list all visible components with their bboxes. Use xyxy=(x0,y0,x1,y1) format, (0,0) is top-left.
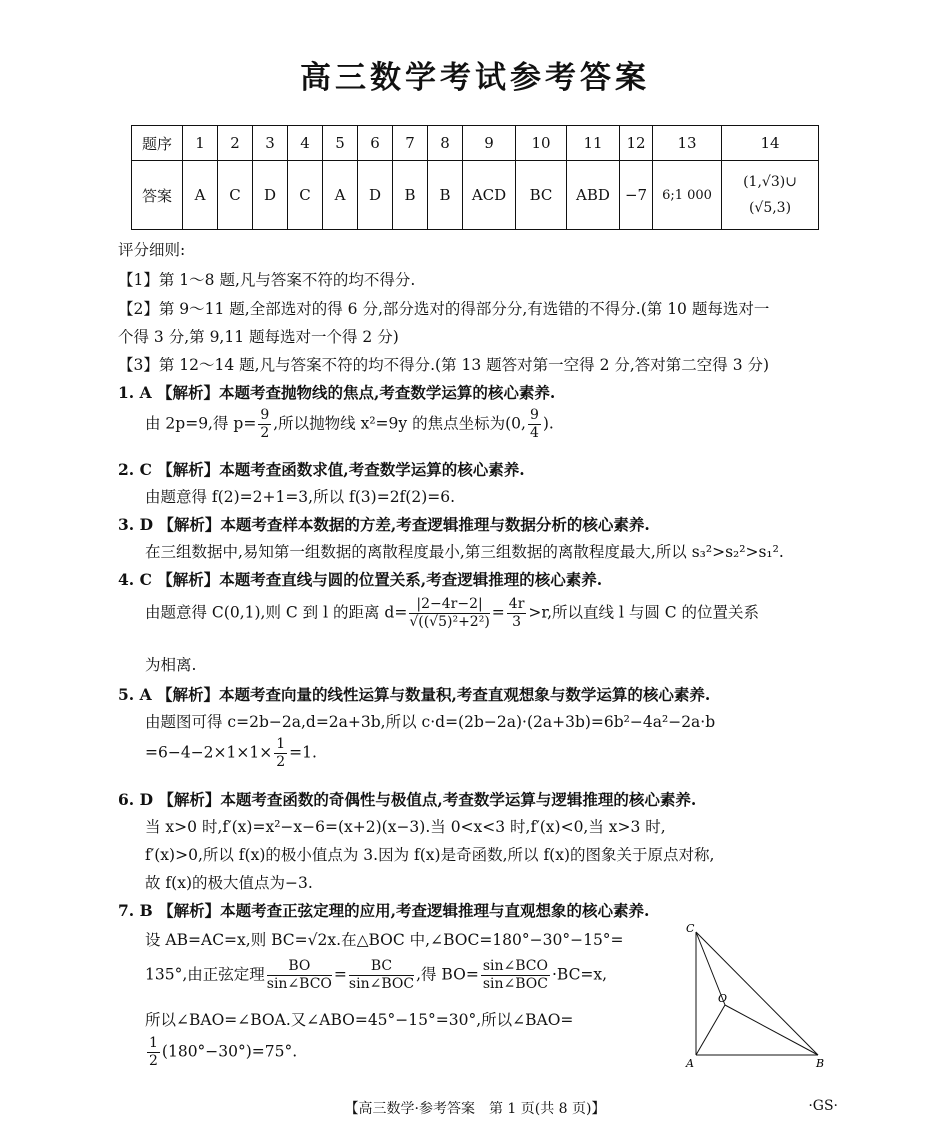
fraction xyxy=(147,1035,160,1070)
table-cell: C xyxy=(218,161,253,230)
table-cell: 14 xyxy=(722,126,819,161)
segment-ob xyxy=(725,1005,818,1055)
q4-solution-2: 为相离. xyxy=(145,656,197,674)
label-a: A xyxy=(686,1057,694,1070)
q4-heading: 4. C 【解析】本题考查直线与圆的位置关系,考查逻辑推理的核心素养. xyxy=(118,570,603,589)
header-label: 题序 xyxy=(132,126,183,161)
q6-line-2: f′(x)>0,所以 f(x)的极小值点为 3.因为 f(x)是奇函数,所以 f(x)的图象关于原点对称, xyxy=(145,846,715,864)
fraction xyxy=(267,958,332,993)
numerator: |2−4r−2| xyxy=(409,596,489,614)
table-cell: ABD xyxy=(567,161,620,230)
table-cell: 2 xyxy=(218,126,253,161)
q4-solution xyxy=(145,596,759,631)
q7-line-1: 设 AB=AC=x,则 BC=√2x.在△BOC 中,∠BOC=180°−30°−15°= xyxy=(145,931,624,949)
denominator: 2 xyxy=(260,425,270,441)
table-header-row xyxy=(132,126,819,161)
table-cell: 6;1 000 xyxy=(653,161,722,230)
scoring-rule-3: 【3】第 12～14 题,凡与答案不符的均不得分.(第 13 题答对第一空得 2 分,答对第二空得 3 分) xyxy=(118,356,770,374)
fraction xyxy=(481,958,550,993)
numerator: 9 xyxy=(529,407,539,423)
table-cell: 9 xyxy=(463,126,516,161)
triangle-diagram xyxy=(678,922,838,1072)
answer-14-line2: (√5,3) xyxy=(748,200,792,216)
denominator: sin∠BOC xyxy=(482,976,548,992)
table-cell: D xyxy=(253,161,288,230)
q1-text: ). xyxy=(542,414,554,433)
table-cell: 3 xyxy=(253,126,288,161)
segment-bc xyxy=(696,932,818,1055)
q7-text: ,得 BO= xyxy=(416,965,479,984)
table-cell: B xyxy=(428,161,463,230)
table-cell: 10 xyxy=(516,126,567,161)
table-cell: 12 xyxy=(620,126,653,161)
answer-label: 答案 xyxy=(132,161,183,230)
denominator: 3 xyxy=(512,614,522,630)
scoring-heading: 评分细则: xyxy=(118,241,186,259)
denominator: sin∠BOC xyxy=(348,976,415,992)
table-cell: 13 xyxy=(653,126,722,161)
denominator: 4 xyxy=(529,425,539,441)
table-cell: 1 xyxy=(183,126,218,161)
q3-solution: 在三组数据中,易知第一组数据的离散程度最小,第三组数据的离散程度最大,所以 s₃²>s₂²>s₁². xyxy=(145,543,784,561)
numerator: sin∠BCO xyxy=(482,958,548,974)
page-title: 高三数学考试参考答案 xyxy=(300,60,650,96)
denominator: sin∠BCO xyxy=(266,976,332,992)
q3-heading: 3. D 【解析】本题考查样本数据的方差,考查逻辑推理与数据分析的核心素养. xyxy=(118,515,650,534)
numerator: 4r xyxy=(508,596,525,612)
denominator: 2 xyxy=(276,754,286,770)
table-cell: 11 xyxy=(567,126,620,161)
page-footer: 【高三数学·参考答案 第 1 页(共 8 页)】 xyxy=(344,1101,606,1117)
numerator: 9 xyxy=(260,407,270,423)
table-cell: D xyxy=(358,161,393,230)
table-cell: 6 xyxy=(358,126,393,161)
q7-text: (180°−30°)=75°. xyxy=(161,1042,298,1061)
scoring-rule-2b: 个得 3 分,第 9,11 题每选对一个得 2 分) xyxy=(118,328,399,346)
table-cell: BC xyxy=(516,161,567,230)
answer-14-line1: (1,√3)∪ xyxy=(743,174,797,190)
numerator: BO xyxy=(267,958,332,976)
table-cell: −7 xyxy=(620,161,653,230)
table-cell: C xyxy=(288,161,323,230)
q5-text: =6−4−2×1×1× xyxy=(145,743,273,762)
q6-line-3: 故 f(x)的极大值点为−3. xyxy=(145,874,313,892)
numerator: BC xyxy=(349,958,414,976)
q6-line-1: 当 x>0 时,f′(x)=x²−x−6=(x+2)(x−3).当 0<x<3 时,f′(x)<0,当 x>3 时, xyxy=(145,818,666,836)
table-answer-row xyxy=(132,161,819,230)
q7-heading: 7. B 【解析】本题考查正弦定理的应用,考查逻辑推理与直观想象的核心素养. xyxy=(118,901,650,920)
denominator: 2 xyxy=(149,1053,158,1069)
table-cell: 4 xyxy=(288,126,323,161)
label-c: C xyxy=(686,922,695,935)
fraction xyxy=(258,407,271,442)
fraction xyxy=(349,958,414,993)
table-cell: ACD xyxy=(463,161,516,230)
numerator: 1 xyxy=(149,1035,158,1051)
q4-text: >r,所以直线 l 与圆 C 的位置关系 xyxy=(528,603,760,622)
q1-solution xyxy=(145,407,554,442)
scoring-rule-2a: 【2】第 9～11 题,全部选对的得 6 分,部分选对的得部分分,有选错的不得分.(第 10 题每选对一 xyxy=(118,300,770,318)
denominator: √((√5)²+2²) xyxy=(409,614,490,630)
label-b: B xyxy=(816,1057,825,1070)
q4-text: 由题意得 C(0,1),则 C 到 l 的距离 d= xyxy=(145,603,408,622)
q5-solution-2 xyxy=(145,736,317,771)
table-cell: A xyxy=(183,161,218,230)
q5-solution: 由题图可得 c=2b−2a,d=2a+3b,所以 c·d=(2b−2a)·(2a+3b)=6b²−4a²−2a·b xyxy=(145,713,716,731)
q1-text: ,所以抛物线 x²=9y 的焦点坐标为(0, xyxy=(273,414,526,433)
q7-line-2 xyxy=(145,958,607,993)
q5-heading: 5. A 【解析】本题考查向量的线性运算与数量积,考查直观想象与数学运算的核心素养. xyxy=(118,685,711,704)
fraction xyxy=(274,736,287,771)
footer-code: ·GS· xyxy=(808,1098,838,1114)
q1-heading: 1. A 【解析】本题考查抛物线的焦点,考查数学运算的核心素养. xyxy=(118,383,556,402)
q7-text: 135°,由正弦定理 xyxy=(145,965,265,984)
scoring-rule-1: 【1】第 1～8 题,凡与答案不符的均不得分. xyxy=(118,271,416,289)
q1-text: 由 2p=9,得 p= xyxy=(145,414,257,433)
fraction xyxy=(507,596,527,631)
answer-table xyxy=(131,125,819,230)
numerator: 1 xyxy=(276,736,286,752)
q7-text: ·BC=x, xyxy=(551,965,608,984)
q7-line-4 xyxy=(145,1035,297,1070)
q7-text: = xyxy=(333,965,347,984)
table-cell-14 xyxy=(722,161,819,230)
q5-text: =1. xyxy=(289,743,317,762)
fraction xyxy=(528,407,541,442)
table-cell: 5 xyxy=(323,126,358,161)
segment-ao xyxy=(696,1005,725,1055)
table-cell: B xyxy=(393,161,428,230)
q7-line-3: 所以∠BAO=∠BOA.又∠ABO=45°−15°=30°,所以∠BAO= xyxy=(145,1011,574,1029)
table-cell: 8 xyxy=(428,126,463,161)
label-o: O xyxy=(718,992,728,1005)
table-cell: A xyxy=(323,161,358,230)
q2-heading: 2. C 【解析】本题考查函数求值,考查数学运算的核心素养. xyxy=(118,460,525,479)
table-cell: 7 xyxy=(393,126,428,161)
q2-solution: 由题意得 f(2)=2+1=3,所以 f(3)=2f(2)=6. xyxy=(145,488,456,506)
fraction xyxy=(409,596,489,631)
q6-heading: 6. D 【解析】本题考查函数的奇偶性与极值点,考查数学运算与逻辑推理的核心素养. xyxy=(118,790,697,809)
q4-text: = xyxy=(491,603,505,622)
